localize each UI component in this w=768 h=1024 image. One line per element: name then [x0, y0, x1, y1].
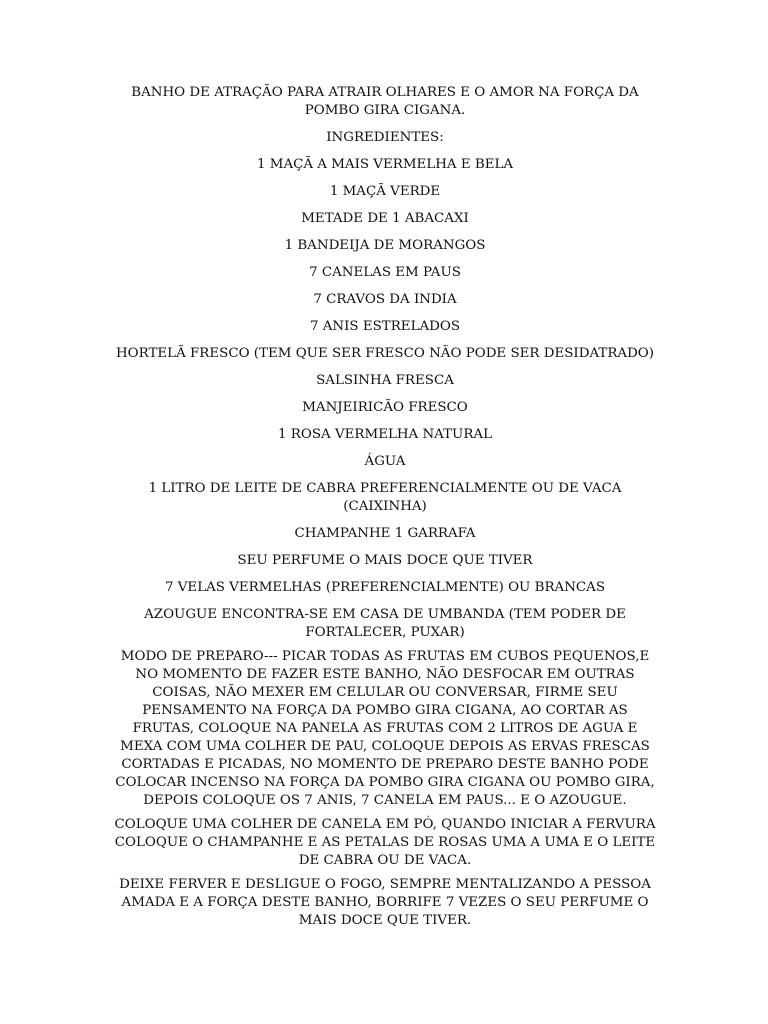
ingredient-item: 7 CRAVOS DA INDIA	[313, 292, 457, 307]
boiling-paragraph: COLOQUE UMA COLHER DE CANELA EM PÓ, QUANDO INICIAR A FERVURA COLOQUE O CHAMPANHE E AS PETALAS DE ROSAS UMA A UMA E O LEITE DE CABRA OU DE VACA.	[114, 817, 656, 868]
ingredient-item: 1 LITRO DE LEITE DE CABRA PREFERENCIALMENTE OU DE VACA (CAIXINHA)	[148, 481, 622, 514]
ingredient-item: HORTELÃ FRESCO (TEM QUE SER FRESCO NÃO PODE SER DESIDATRADO)	[115, 346, 655, 361]
ingredients-heading: INGREDIENTES:	[326, 130, 444, 145]
ingredient-item: 1 ROSA VERMELHA NATURAL	[278, 427, 492, 442]
final-paragraph: DEIXE FERVER E DESLIGUE O FOGO, SEMPRE MENTALIZANDO A PESSOA AMADA E A FORÇA DESTE BANHO, BORRIFE 7 VEZES O SEU PERFUME O MAIS DOCE QUE TIVER.	[119, 877, 651, 928]
ingredient-item: ÁGUA	[364, 454, 406, 469]
ingredient-item: 7 CANELAS EM PAUS	[309, 265, 461, 280]
document-page	[110, 84, 660, 936]
ingredient-item: MANJEIRICÃO FRESCO	[302, 400, 468, 415]
preparation-paragraph: MODO DE PREPARO--- PICAR TODAS AS FRUTAS EM CUBOS PEQUENOS,E NO MOMENTO DE FAZER ESTE BANHO, NÃO DESFOCAR EM OUTRAS COISAS, NÃO MEXER EM CELULAR OU CONVERSAR, FIRME SEU PENSAMENTO NA FORÇA DA POMBO GIRA CIGANA, AO CORTAR AS FRUTAS, COLOQUE NA PANELA AS FRUTAS COM 2 LITROS DE AGUA E MEXA COM UMA COLHER DE PAU, COLOQUE DEPOIS AS ERVAS FRESCAS CORTADAS E PICADAS, NO MOMENTO DE PREPARO DESTE BANHO PODE COLOCAR INCENSO NA FORÇA DA POMBO GIRA CIGANA OU POMBO GIRA, DEPOIS COLOQUE OS 7 ANIS, 7 CANELA EM PAUS... E O AZOUGUE.	[115, 649, 655, 808]
ingredient-item: AZOUGUE ENCONTRA-SE EM CASA DE UMBANDA (TEM PODER DE FORTALECER, PUXAR)	[144, 607, 626, 640]
ingredient-item: 7 VELAS VERMELHAS (PREFERENCIALMENTE) OU BRANCAS	[164, 580, 606, 595]
ingredient-item: SALSINHA FRESCA	[316, 373, 454, 388]
document-title: BANHO DE ATRAÇÃO PARA ATRAIR OLHARES E O AMOR NA FORÇA DA POMBO GIRA CIGANA.	[131, 85, 639, 118]
ingredient-item: METADE DE 1 ABACAXI	[301, 211, 469, 226]
ingredient-item: 1 BANDEIJA DE MORANGOS	[284, 238, 486, 253]
ingredient-item: CHAMPANHE 1 GARRAFA	[294, 526, 476, 541]
ingredient-item: 1 MAÇÃ VERDE	[329, 184, 441, 199]
ingredient-item: 1 MAÇÃ A MAIS VERMELHA E BELA	[256, 157, 514, 172]
ingredient-item: SEU PERFUME O MAIS DOCE QUE TIVER	[237, 553, 533, 568]
ingredient-item: 7 ANIS ESTRELADOS	[309, 319, 461, 334]
